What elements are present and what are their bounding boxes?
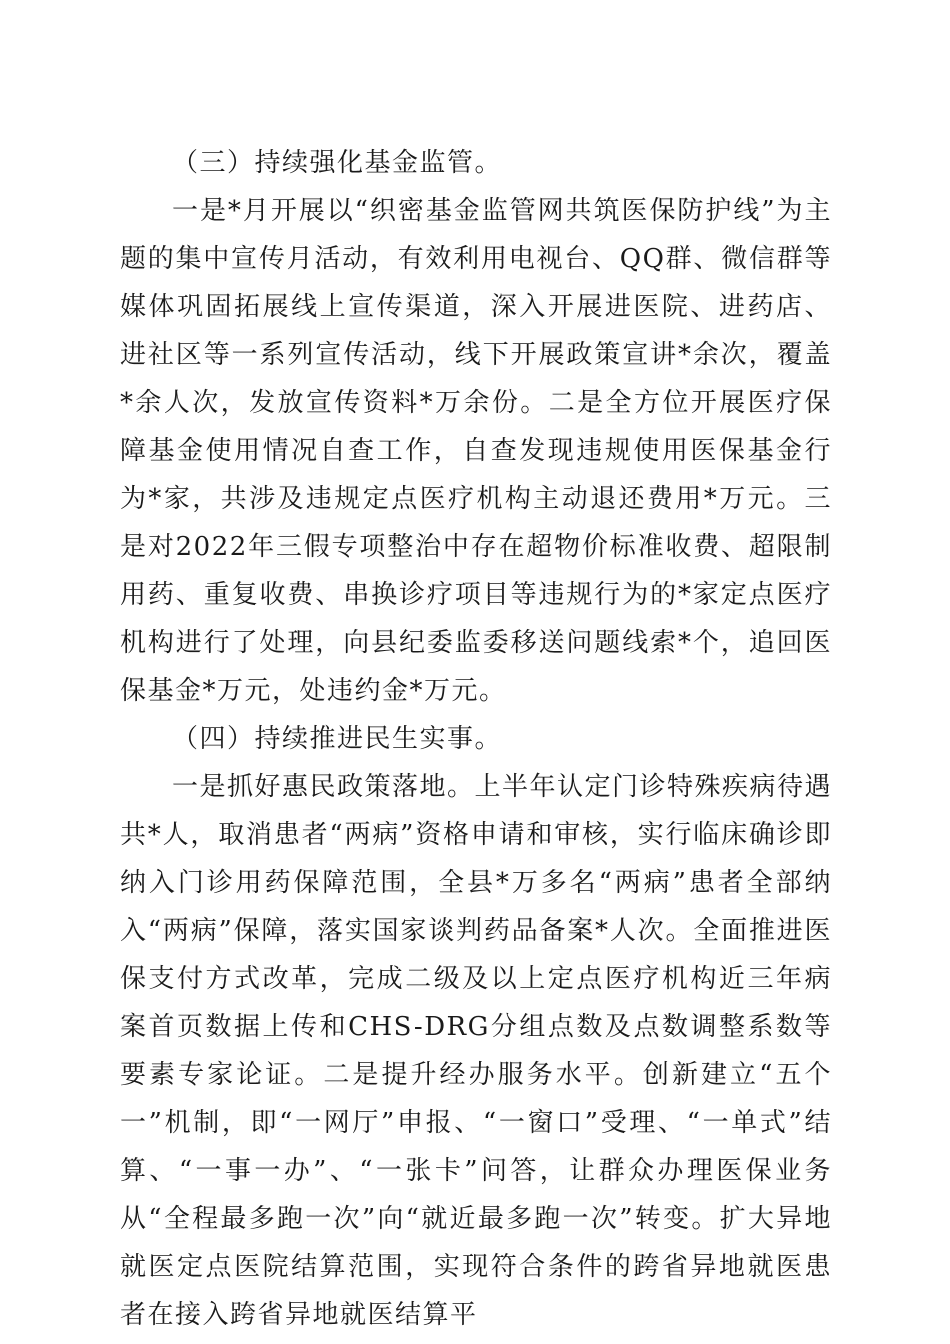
section-paragraph-3: 一是*月开展以“织密基金监管网共筑医保防护线”为主题的集中宣传月活动，有效利用电视台、QQ群、微信群等媒体巩固拓展线上宣传渠道，深入开展进医院、进药店、进社区等一系列宣传活动，线下开展政策宣讲*余次，覆盖*余人次，发放宣传资料*万余份。二是全方位开展医疗保障基金使用情况自查工作，自查发现违规使用医保基金行为*家，共涉及违规定点医疗机构主动退还费用*万元。三是对2022年三假专项整治中存在超物价标准收费、超限制用药、重复收费、串换诊疗项目等违规行为的*家定点医疗机构进行了处理，向县纪委监委移送问题线索*个，追回医保基金*万元，处违约金*万元。 — [120, 196, 832, 706]
section-heading-4: （四）持续推进民生实事。 — [172, 724, 503, 754]
section-paragraph-4: 一是抓好惠民政策落地。上半年认定门诊特殊疾病待遇共*人，取消患者“两病”资格申请和审核，实行临床确诊即纳入门诊用药保障范围，全县*万多名“两病”患者全部纳入“两病”保障，落实国家谈判药品备案*人次。全面推进医保支付方式改革，完成二级及以上定点医疗机构近三年病案首页数据上传和CHS-DRG分组点数及点数调整系数等要素专家论证。二是提升经办服务水平。创新建立“五个一”机制，即“一网厅”申报、“一窗口”受理、“一单式”结算、“一事一办”、“一张卡”问答，让群众办理医保业务从“全程最多跑一次”向“就近最多跑一次”转变。扩大异地就医定点医院结算范围，实现符合条件的跨省异地就医患者在接入跨省异地就医结算平 — [120, 772, 833, 1330]
section-heading-3: （三）持续强化基金监管。 — [172, 148, 503, 178]
document-body — [120, 139, 832, 1339]
